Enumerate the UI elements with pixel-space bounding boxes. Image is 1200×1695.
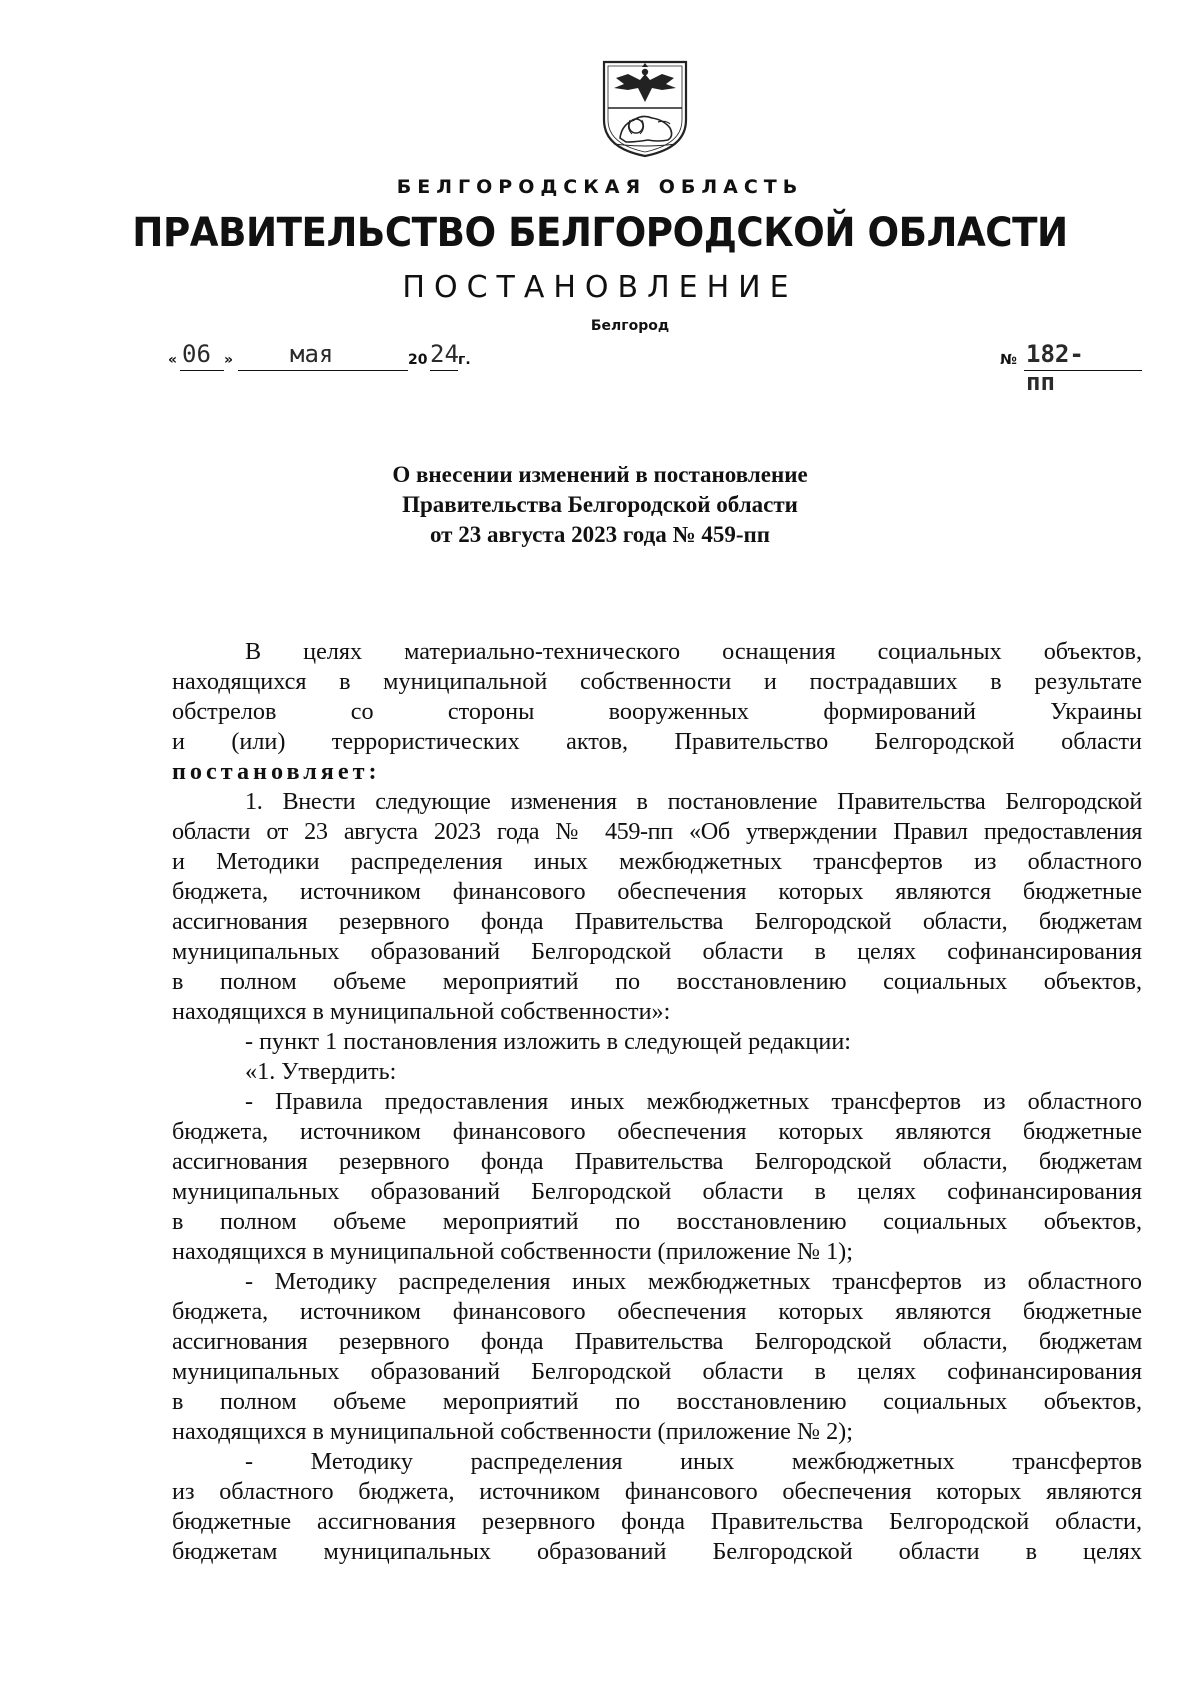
body-line: находящихся в муниципальной собственности (приложение № 2); [172, 1418, 853, 1445]
body-line: - Методику распределения иных межбюджетных трансфертов [245, 1448, 1142, 1475]
body-line: муниципальных образований Белгородской области в целях софинансирования [172, 938, 1142, 965]
body-line: - Правила предоставления иных межбюджетных трансфертов из областного [245, 1088, 1142, 1115]
body-line: ассигнования резервного фонда Правительства Белгородской области, бюджетам [172, 908, 1142, 935]
body-line: в полном объеме мероприятий по восстановлению социальных объектов, [172, 1388, 1142, 1415]
body-line: бюджета, источником финансового обеспечения которых являются бюджетные [172, 1118, 1142, 1145]
body-line: ассигнования резервного фонда Правительства Белгородской области, бюджетам [172, 1328, 1142, 1355]
document-type: ПОСТАНОВЛЕНИЕ [402, 270, 798, 305]
coat-of-arms-emblem [598, 58, 692, 158]
body-line: бюджетам муниципальных образований Белгородской области в целях [172, 1538, 1142, 1565]
date-close-quote: » [224, 352, 234, 368]
body-line: ассигнования резервного фонда Правительства Белгородской области, бюджетам [172, 1148, 1142, 1175]
title-line-2: Правительства Белгородской области [402, 492, 798, 517]
title-line-3: от 23 августа 2023 года № 459-пп [429, 522, 771, 547]
body-line: - пункт 1 постановления изложить в следующей редакции: [245, 1028, 851, 1055]
body-line: находящихся в муниципальной собственности и пострадавших в результате [172, 668, 1142, 695]
document-title [0, 460, 1200, 550]
title-line-1: О внесении изменений в постановление [392, 462, 808, 487]
date-year-suffix: г. [458, 352, 471, 368]
city-name: Белгород [590, 318, 670, 334]
body-line: и Методики распределения иных межбюджетных трансфертов из областного [172, 848, 1142, 875]
body-line: области от 23 августа 2023 года № 459-пп «Об утверждении Правил предоставления [172, 818, 1142, 845]
body-line: обстрелов со стороны вооруженных формирований Украины [172, 698, 1142, 725]
date-year: 24 [430, 340, 459, 368]
day-underline [180, 370, 224, 371]
body-line: В целях материально-технического оснащения социальных объектов, [245, 638, 1142, 665]
body-line: муниципальных образований Белгородской области в целях софинансирования [172, 1178, 1142, 1205]
body-line: бюджетные ассигнования резервного фонда Правительства Белгородской области, [172, 1508, 1142, 1535]
body-line: и (или) террористических актов, Правительство Белгородской области [172, 728, 1142, 755]
body-line: из областного бюджета, источником финансового обеспечения которых являются [172, 1478, 1142, 1505]
date-open-quote: « [168, 352, 178, 368]
body-line: в полном объеме мероприятий по восстановлению социальных объектов, [172, 968, 1142, 995]
year-underline [430, 370, 458, 371]
date-month: мая [290, 340, 334, 368]
body-line: бюджета, источником финансового обеспечения которых являются бюджетные [172, 1298, 1142, 1325]
month-underline [238, 370, 408, 371]
body-line-decrees: постановляет: [172, 758, 381, 785]
body-line: находящихся в муниципальной собственности»: [172, 998, 671, 1025]
number-label: № [1000, 352, 1017, 368]
body-line: бюджета, источником финансового обеспечения которых являются бюджетные [172, 878, 1142, 905]
date-day: 06 [182, 340, 211, 368]
body-line: «1. Утвердить: [245, 1058, 397, 1085]
document-body [172, 637, 1142, 1567]
date-century: 20 [408, 352, 428, 368]
body-line: находящихся в муниципальной собственности (приложение № 1); [172, 1238, 853, 1265]
number-value: 182-пп [1026, 340, 1084, 396]
government-name: ПРАВИТЕЛЬСТВО БЕЛГОРОДСКОЙ ОБЛАСТИ [132, 210, 1068, 256]
body-line: - Методику распределения иных межбюджетных трансфертов из областного [245, 1268, 1142, 1295]
body-line: муниципальных образований Белгородской области в целях софинансирования [172, 1358, 1142, 1385]
body-line: в полном объеме мероприятий по восстановлению социальных объектов, [172, 1208, 1142, 1235]
body-line: 1. Внести следующие изменения в постановление Правительства Белгородской [245, 788, 1142, 815]
region-name: БЕЛГОРОДСКАЯ ОБЛАСТЬ [396, 176, 804, 198]
